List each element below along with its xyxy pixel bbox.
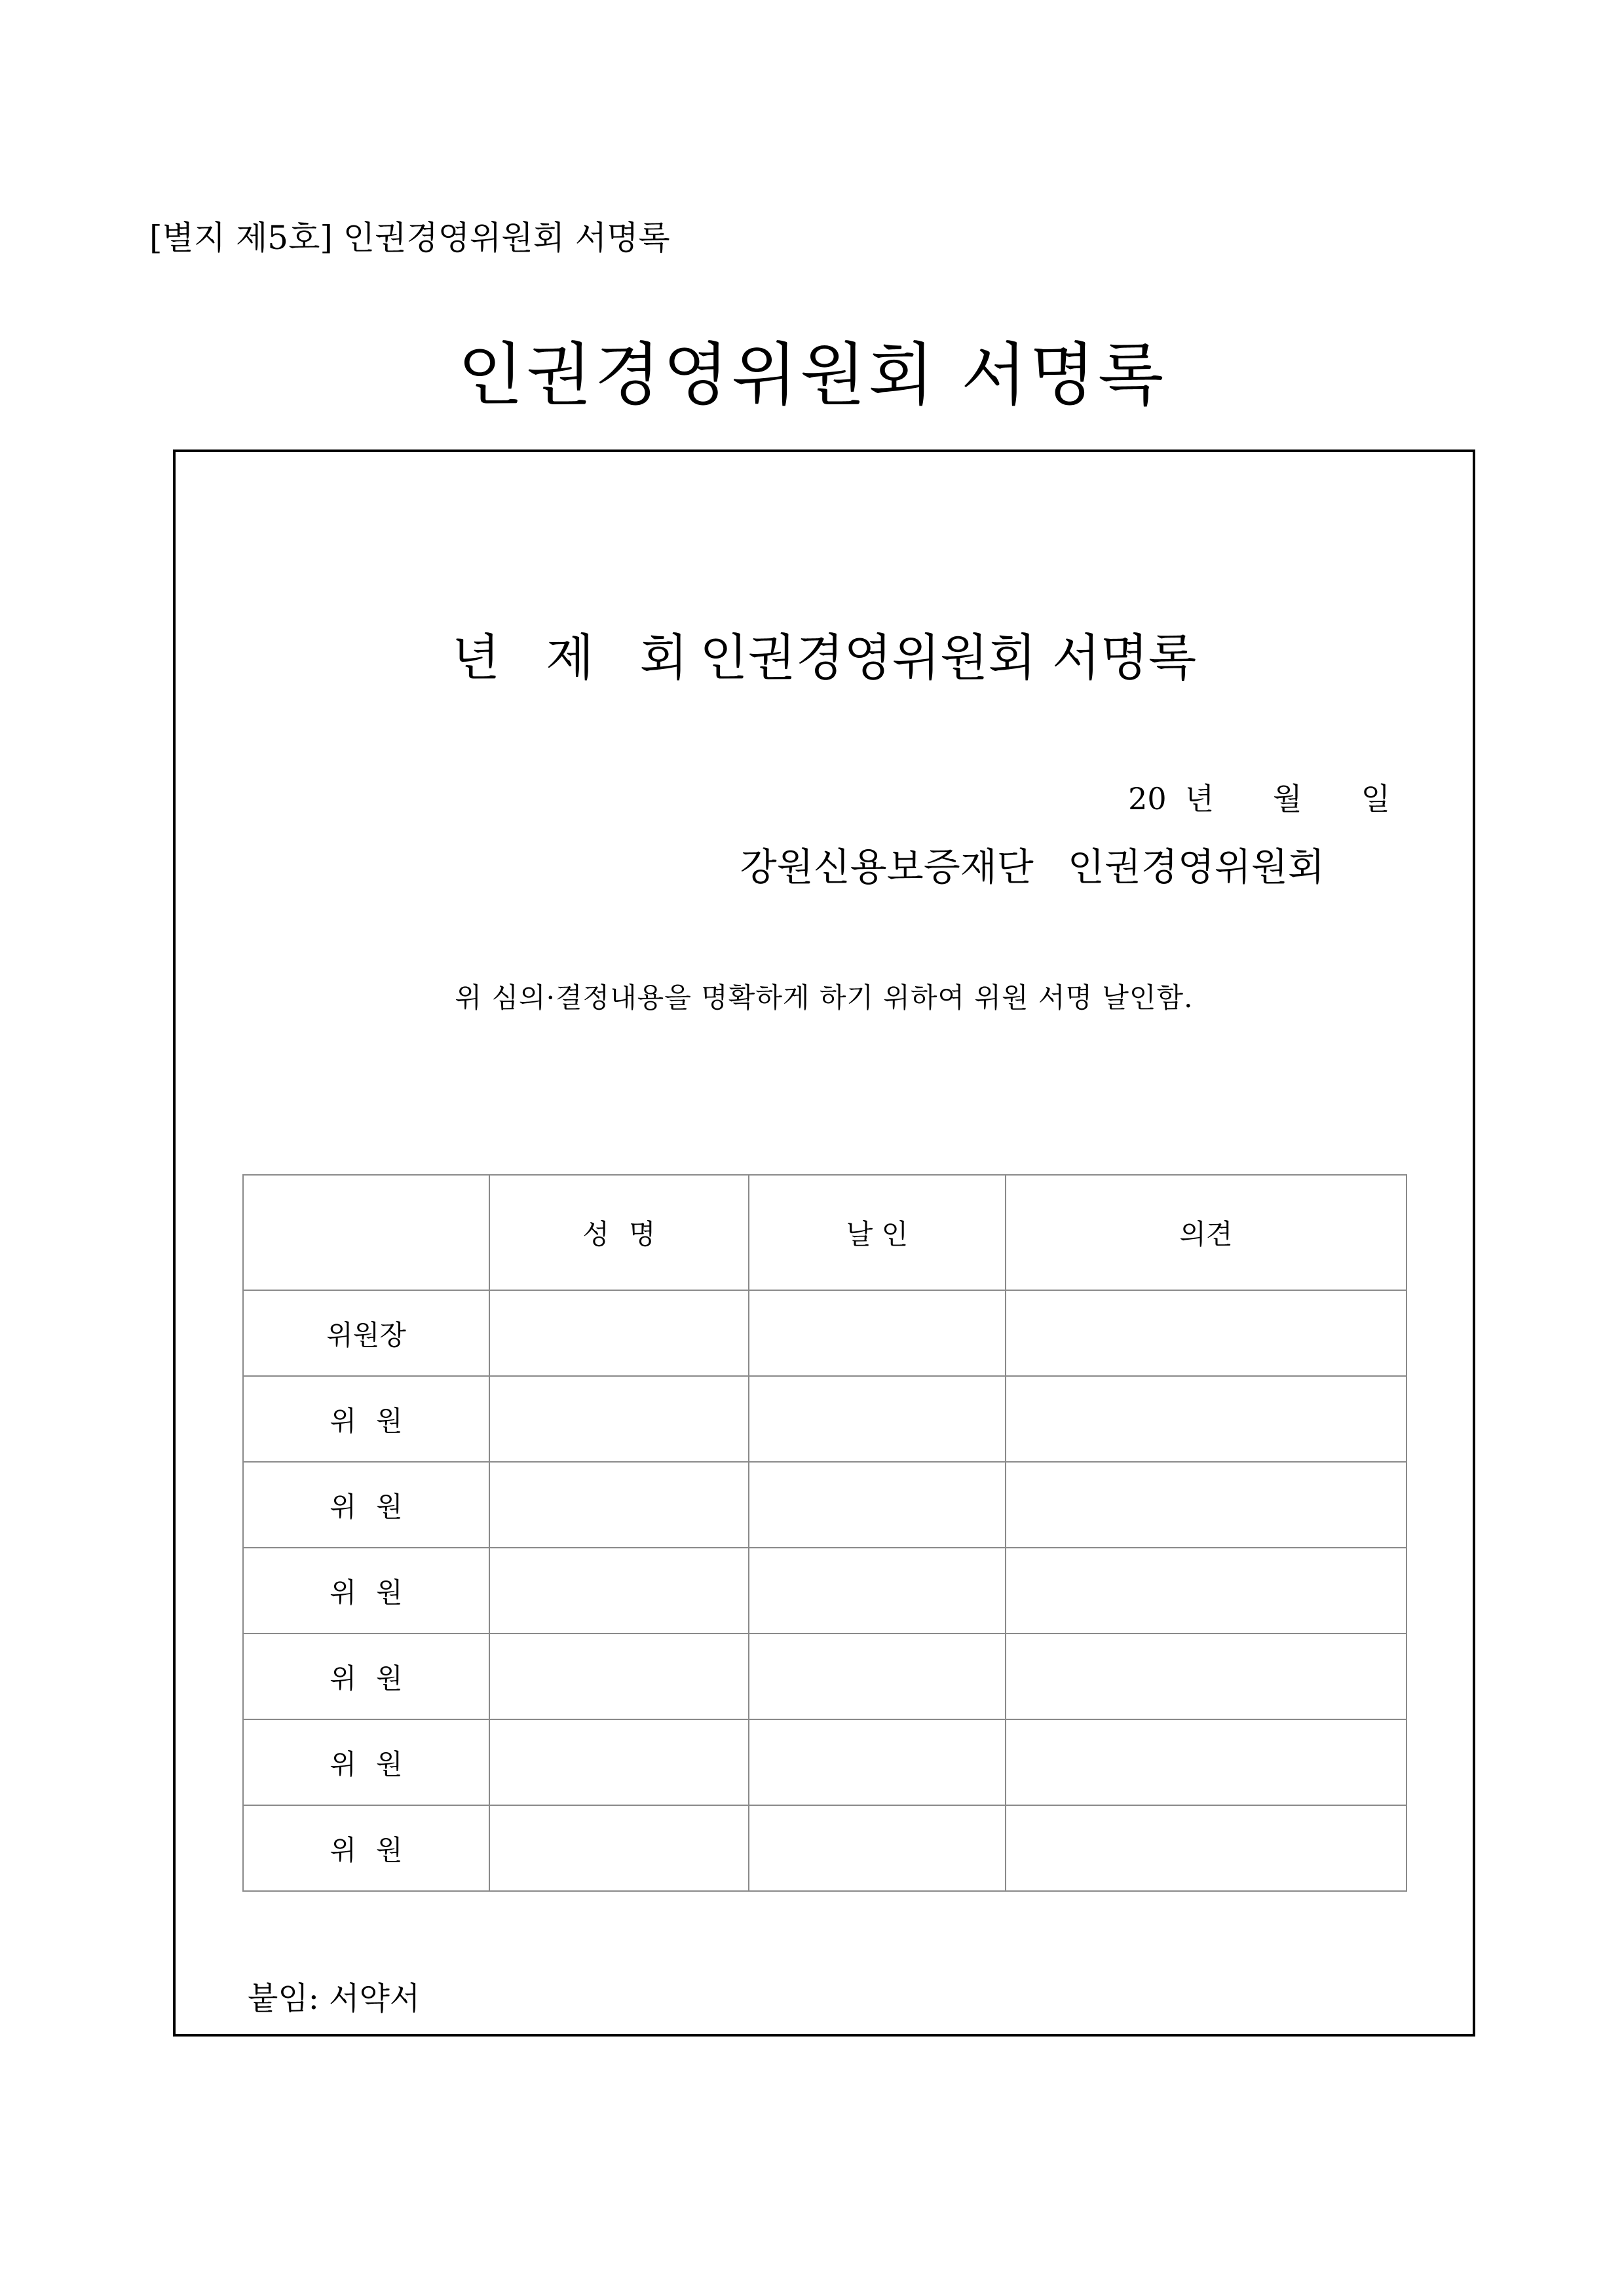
meeting-title-text: 인권경영위원회 서명록 bbox=[699, 628, 1197, 687]
date-year: 년 bbox=[1184, 781, 1215, 816]
committee-name: 인권경영위원회 bbox=[1067, 845, 1325, 889]
organization-name: 강원신용보증재단 bbox=[740, 845, 1034, 889]
name-cell[interactable] bbox=[489, 1548, 749, 1634]
seal-cell[interactable] bbox=[749, 1634, 1006, 1719]
name-cell[interactable] bbox=[489, 1719, 749, 1805]
date-day: 일 bbox=[1361, 781, 1390, 816]
role-cell: 위원 bbox=[243, 1719, 489, 1805]
table-row bbox=[243, 1719, 1407, 1805]
opinion-cell[interactable] bbox=[1006, 1290, 1407, 1376]
table-row bbox=[243, 1462, 1407, 1548]
opinion-cell[interactable] bbox=[1006, 1805, 1407, 1891]
opinion-cell[interactable] bbox=[1006, 1634, 1407, 1719]
role-cell: 위원장 bbox=[243, 1290, 489, 1376]
opinion-cell[interactable] bbox=[1006, 1462, 1407, 1548]
meeting-title bbox=[176, 628, 1473, 687]
role-cell: 위원 bbox=[243, 1634, 489, 1719]
opinion-cell[interactable] bbox=[1006, 1548, 1407, 1634]
form-reference: [별지 제5호] 인권경영위원회 서명록 bbox=[149, 219, 670, 257]
signature-frame bbox=[173, 450, 1475, 2037]
header-opinion: 의견 bbox=[1006, 1175, 1407, 1290]
table-row bbox=[243, 1634, 1407, 1719]
role-cell: 위원 bbox=[243, 1462, 489, 1548]
year-unit: 년 bbox=[451, 628, 500, 687]
table-row bbox=[243, 1548, 1407, 1634]
role-cell: 위원 bbox=[243, 1805, 489, 1891]
name-cell[interactable] bbox=[489, 1376, 749, 1462]
name-cell[interactable] bbox=[489, 1290, 749, 1376]
opinion-cell[interactable] bbox=[1006, 1376, 1407, 1462]
round-label: 제 bbox=[546, 628, 594, 687]
seal-cell[interactable] bbox=[749, 1462, 1006, 1548]
seal-cell[interactable] bbox=[749, 1805, 1006, 1891]
seal-cell[interactable] bbox=[749, 1376, 1006, 1462]
attachment-note: 붙임: 서약서 bbox=[248, 1980, 421, 2017]
date-century: 20 bbox=[1128, 781, 1167, 816]
opinion-cell[interactable] bbox=[1006, 1719, 1407, 1805]
statement-text: 위 심의·결정내용을 명확하게 하기 위하여 위원 서명 날인함. bbox=[455, 982, 1194, 1014]
header-role bbox=[243, 1175, 489, 1290]
date-month: 월 bbox=[1273, 781, 1302, 816]
header-seal: 날 인 bbox=[749, 1175, 1006, 1290]
role-cell: 위원 bbox=[243, 1548, 489, 1634]
name-cell[interactable] bbox=[489, 1634, 749, 1719]
seal-cell[interactable] bbox=[749, 1290, 1006, 1376]
header-name: 성명 bbox=[489, 1175, 749, 1290]
table-header-row bbox=[243, 1175, 1407, 1290]
name-cell[interactable] bbox=[489, 1462, 749, 1548]
table-row bbox=[243, 1805, 1407, 1891]
table-row bbox=[243, 1376, 1407, 1462]
seal-cell[interactable] bbox=[749, 1548, 1006, 1634]
round-unit: 회 bbox=[639, 628, 688, 687]
role-cell: 위원 bbox=[243, 1376, 489, 1462]
signature-table bbox=[242, 1174, 1407, 1892]
seal-cell[interactable] bbox=[749, 1719, 1006, 1805]
name-cell[interactable] bbox=[489, 1805, 749, 1891]
organization-line bbox=[740, 845, 1325, 889]
date-line bbox=[1128, 781, 1390, 816]
table-row bbox=[243, 1290, 1407, 1376]
page-title: 인권경영위원회 서명록 bbox=[457, 335, 1167, 415]
